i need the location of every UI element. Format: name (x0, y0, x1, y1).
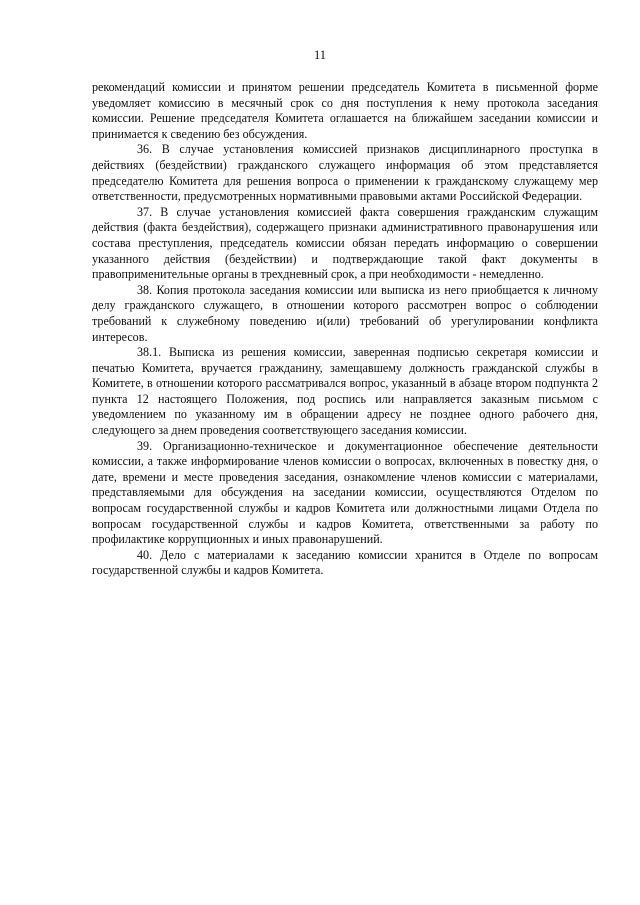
paragraph-36: 36. В случае установления комиссией признаков дисциплинарного проступка в действиях (бездействии) гражданского служащего информация об этом представляется председателю Комитета для решения вопроса о применении к гражданскому служащему мер ответственности, предусмотренных нормативными правовыми актами Российской Федерации. (92, 142, 598, 204)
paragraph-39: 39. Организационно-техническое и документационное обеспечение деятельности комиссии, а также информирование членов комиссии о вопросах, включенных в повестку дня, о дате, времени и месте проведения заседания, ознакомление членов комиссии с материалами, представляемыми для обсуждения на заседании комиссии, осуществляются Отделом по вопросам государственной службы и кадров Комитета или должностными лицами Отдела по вопросам государственной службы и кадров Комитета, ответственными за работу по профилактике коррупционных и иных правонарушений. (92, 438, 598, 547)
paragraph-38: 38. Копия протокола заседания комиссии или выписка из него приобщается к личному делу гражданского служащего, в отношении которого рассмотрен вопрос о соблюдении требований к служебному поведению и(или) требований об урегулировании конфликта интересов. (92, 282, 598, 344)
paragraph-continuation: рекомендаций комиссии и принятом решении председатель Комитета в письменной форме уведомляет комиссию в месячный срок со дня поступления к нему протокола заседания комиссии. Решение председателя Комитета оглашается на ближайшем заседании комиссии и принимается к сведению без обсуждения. (92, 80, 598, 141)
paragraph-40: 40. Дело с материалами к заседанию комиссии хранится в Отделе по вопросам государственной службы и кадров Комитета. (92, 547, 598, 578)
document-body (92, 80, 598, 579)
paragraph-37: 37. В случае установления комиссией факта совершения гражданским служащим действия (факта бездействия), содержащего признаки административного правонарушения или состава преступления, председатель комиссии обязан передать информацию о совершении указанного действия (бездействии) и подтверждающие такой факт документы в правоприменительные органы в трехдневный срок, а при необходимости - немедленно. (92, 204, 598, 282)
paragraph-38-1: 38.1. Выписка из решения комиссии, заверенная подписью секретаря комиссии и печатью Комитета, вручается гражданину, замещавшему должность гражданской службы в Комитете, в отношении которого рассматривался вопрос, указанный в абзаце втором подпункта 2 пункта 12 настоящего Положения, под роспись или направляется заказным письмом с уведомлением по указанному им в обращении адресу не позднее одного рабочего дня, следующего за днем проведения соответствующего заседания комиссии. (92, 345, 598, 438)
page-number: 11 (313, 48, 327, 62)
